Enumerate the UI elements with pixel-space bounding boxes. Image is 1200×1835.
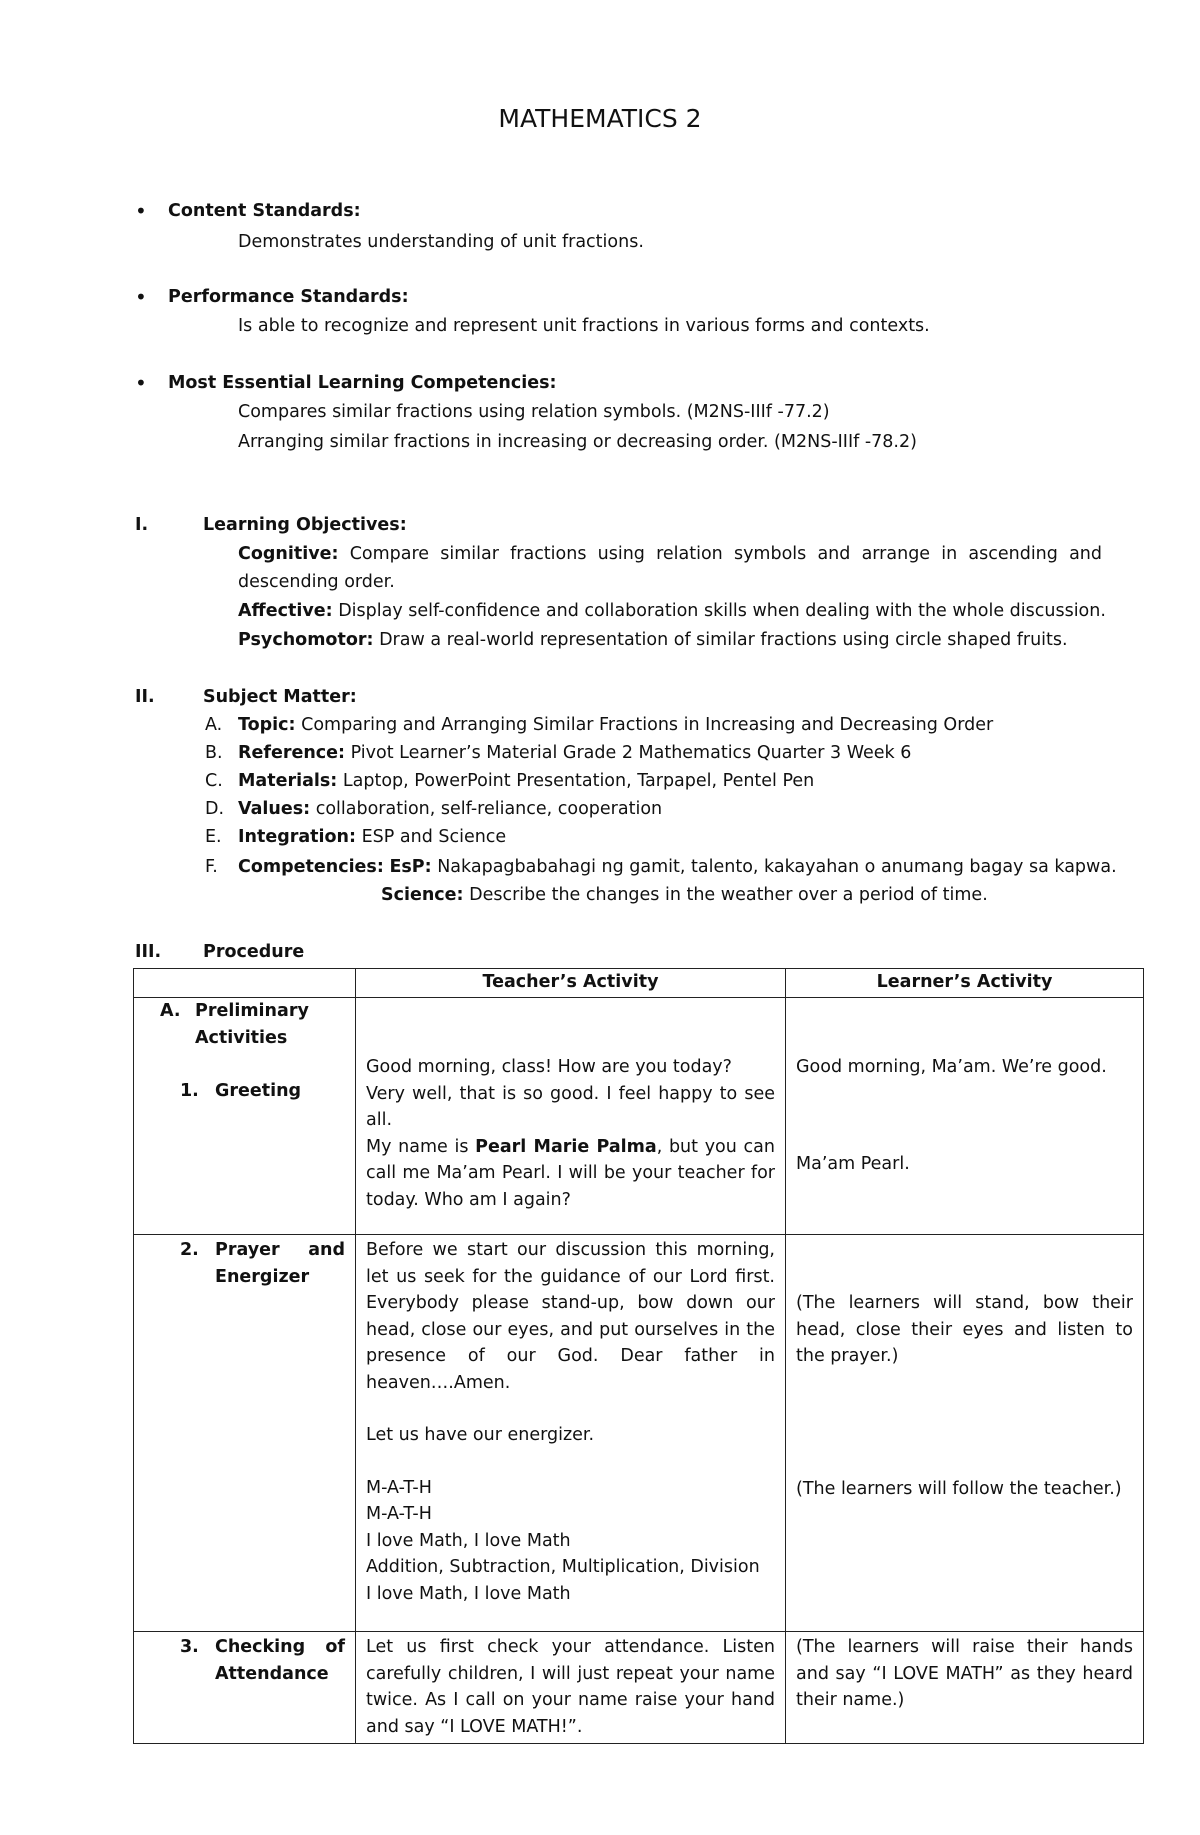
item-letter: E. xyxy=(205,827,222,847)
item-letter: C. xyxy=(205,771,223,791)
row-label-cell xyxy=(134,998,356,1235)
competencies-label: Most Essential Learning Competencies: xyxy=(168,373,557,393)
teacher-introduction: My name is Pearl Marie Palma, but you can call me Ma’am Pearl. I will be your teacher for today. Who am I again? xyxy=(366,1136,775,1210)
section-numeral-1: I. xyxy=(135,515,149,535)
procedure-heading: Procedure xyxy=(203,942,305,962)
energizer-label: Energizer xyxy=(215,1267,310,1287)
energizer-song-line: Addition, Subtraction, Multiplication, Division xyxy=(366,1557,760,1577)
competencies-item: Competencies: EsP: Nakapagbabahagi ng gamit, talento, kakayahan o anumang bagay sa kapwa. xyxy=(238,857,1117,877)
learner-activity-cell xyxy=(786,1632,1144,1744)
materials-item: Materials: Laptop, PowerPoint Presentation, Tarpapel, Pentel Pen xyxy=(238,771,815,791)
item-letter: A. xyxy=(205,715,223,735)
energizer-song-line: I love Math, I love Math xyxy=(366,1530,571,1551)
prayer-label-block: 2. Prayer and Energizer xyxy=(134,1235,355,1295)
affective-objective: Affective: Display self-confidence and collaboration skills when dealing with the whole discussion. xyxy=(238,601,1106,621)
learner-energizer-response: (The learners will follow the teacher.) xyxy=(796,1478,1122,1499)
table-row xyxy=(134,1235,1144,1632)
cognitive-label: Cognitive: xyxy=(238,544,339,564)
performance-standards-text: Is able to recognize and represent unit fractions in various forms and contexts. xyxy=(238,316,930,336)
section-numeral-2: II. xyxy=(135,687,155,707)
learning-objectives-heading: Learning Objectives: xyxy=(203,515,407,535)
header-learner-activity: Learner’s Activity xyxy=(786,969,1144,998)
reference-item: Reference: Pivot Learner’s Material Grade 2 Mathematics Quarter 3 Week 6 xyxy=(238,743,912,763)
competency-line-2: Arranging similar fractions in increasing or decreasing order. (M2NS-IIIf -78.2) xyxy=(238,432,917,452)
teacher-activity-cell xyxy=(356,1235,786,1632)
topic-item: Topic: Comparing and Arranging Similar Fractions in Increasing and Decreasing Order xyxy=(238,715,994,735)
table-header-row xyxy=(134,969,1144,998)
teacher-activity-cell xyxy=(356,1632,786,1744)
energizer-song-line: I love Math, I love Math xyxy=(366,1583,571,1604)
energizer-song-line: M-A-T-H xyxy=(366,1504,432,1524)
preliminary-activities-label: Preliminary Activities xyxy=(195,1001,309,1048)
learner-attendance-response: (The learners will raise their hands and say “I LOVE MATH” as they heard their name.) xyxy=(796,1637,1133,1710)
teacher-name: Pearl Marie Palma xyxy=(475,1136,657,1157)
bullet: • xyxy=(135,285,147,309)
values-item: Values: collaboration, self-reliance, cooperation xyxy=(238,799,663,819)
table-row xyxy=(134,998,1144,1235)
row-label-cell xyxy=(134,1632,356,1744)
integration-item: Integration: ESP and Science xyxy=(238,827,507,847)
psychomotor-label: Psychomotor: xyxy=(238,630,374,650)
cognitive-line-1: Cognitive: Compare similar fractions using relation symbols and arrange in ascending and xyxy=(238,544,1102,564)
teacher-attendance: Let us first check your attendance. Listen carefully children, I will just repeat your name twice. As I call on your name raise your hand and say “I LOVE MATH!”. xyxy=(366,1637,775,1737)
item-letter: B. xyxy=(205,743,223,763)
learner-greeting: Good morning, Ma’am. We’re good. xyxy=(796,1057,1107,1077)
content-standards-text: Demonstrates understanding of unit fractions. xyxy=(238,232,644,252)
teacher-activity-cell xyxy=(356,998,786,1235)
teacher-energizer-intro: Let us have our energizer. xyxy=(366,1425,595,1445)
learner-answer: Ma’am Pearl. xyxy=(796,1153,910,1174)
teacher-greeting: Good morning, class! How are you today? xyxy=(366,1057,732,1077)
teacher-response: Very well, that is so good. I feel happy to see all. xyxy=(366,1083,775,1130)
item-letter: D. xyxy=(205,799,225,819)
affective-label: Affective: xyxy=(238,601,333,621)
row-label-cell xyxy=(134,1235,356,1632)
attendance-label: Attendance xyxy=(215,1664,329,1684)
content-standards-label: Content Standards: xyxy=(168,201,361,221)
greeting-label-block: A. Preliminary Activities 1. Greeting xyxy=(134,998,355,1228)
table-row xyxy=(134,1632,1144,1744)
procedure-table xyxy=(133,968,1144,1744)
teacher-prayer: Before we start our discussion this morning, let us seek for the guidance of our Lord first. Everybody please stand-up, bow down our head, close our eyes, and put ourselves in the presence of our God. Dear father in heaven….Amen. xyxy=(366,1240,775,1393)
header-empty xyxy=(134,969,356,998)
header-teacher-activity: Teacher’s Activity xyxy=(356,969,786,998)
learner-activity-cell xyxy=(786,1235,1144,1632)
energizer-song-line: M-A-T-H xyxy=(366,1477,432,1498)
performance-standards-label: Performance Standards: xyxy=(168,287,409,307)
competency-line-1: Compares similar fractions using relation symbols. (M2NS-IIIf -77.2) xyxy=(238,402,830,422)
bullet: • xyxy=(135,371,147,395)
attendance-label-block: 3. Checking of Attendance xyxy=(134,1632,355,1692)
psychomotor-objective: Psychomotor: Draw a real-world representation of similar fractions using circle shaped fruits. xyxy=(238,630,1068,650)
section-numeral-3: III. xyxy=(135,942,162,962)
learner-activity-cell xyxy=(786,998,1144,1235)
greeting-label: Greeting xyxy=(215,1081,302,1101)
subject-matter-heading: Subject Matter: xyxy=(203,687,357,707)
learner-prayer-response: (The learners will stand, bow their head, close their eyes and listen to the prayer.) xyxy=(796,1293,1133,1366)
item-letter: F. xyxy=(205,857,218,877)
cognitive-line-2: descending order. xyxy=(238,572,395,592)
science-competency: Science: Describe the changes in the weather over a period of time. xyxy=(381,885,988,905)
page-title: MATHEMATICS 2 xyxy=(498,104,702,133)
bullet: • xyxy=(135,199,147,223)
